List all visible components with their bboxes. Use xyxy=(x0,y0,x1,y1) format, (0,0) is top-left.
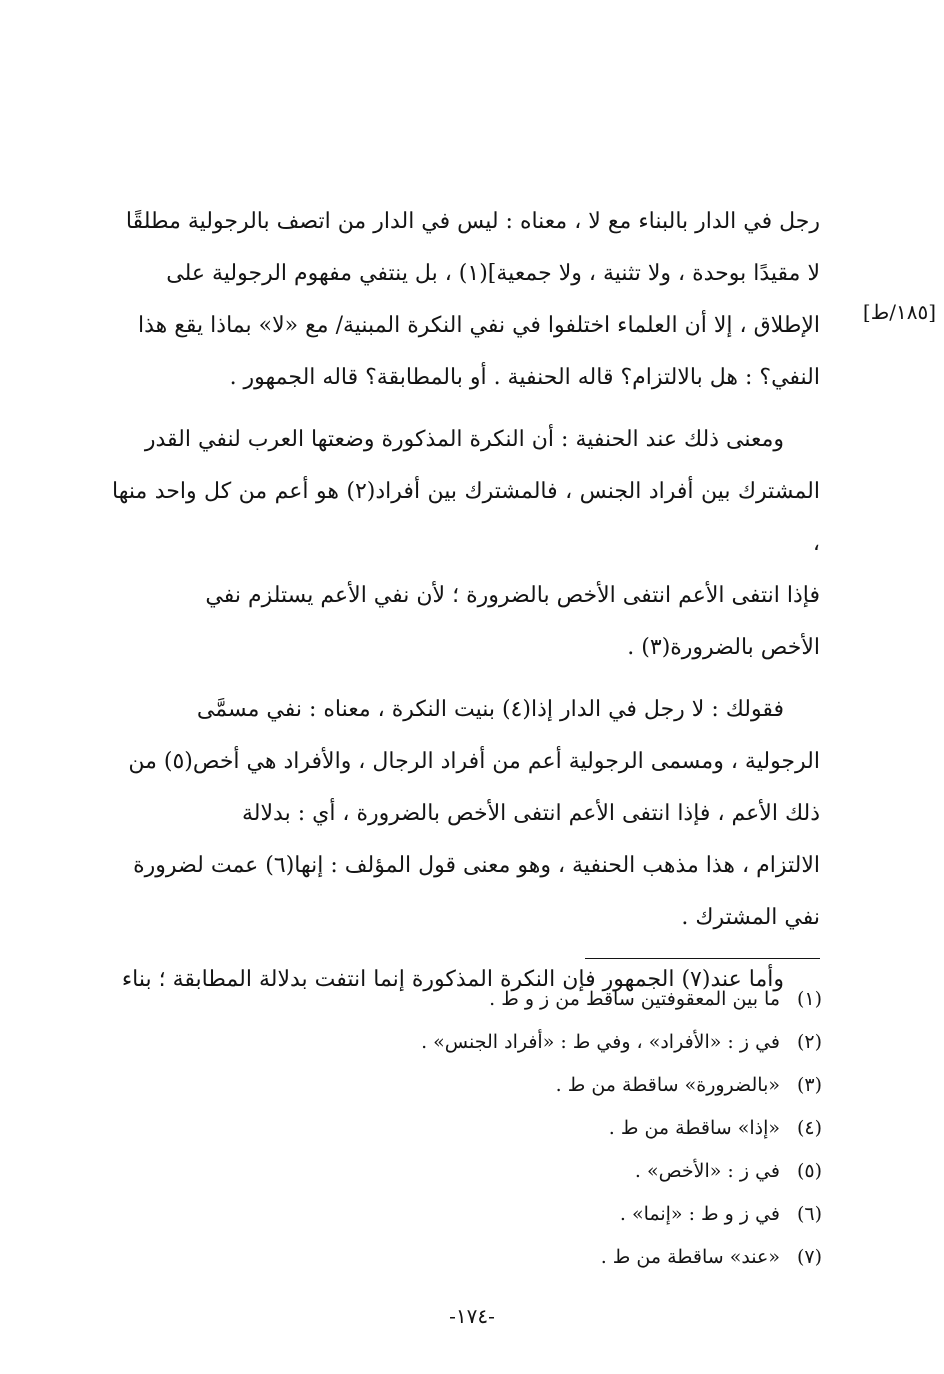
footnote xyxy=(300,1236,822,1279)
footnote-number: (٦) xyxy=(796,1203,822,1225)
text-line: رجل في الدار بالبناء مع لا ، معناه : ليس في الدار من اتصف بالرجولية مطلقًا xyxy=(125,209,820,234)
footnote-number: (٤) xyxy=(796,1117,822,1139)
footnote-number: (٣) xyxy=(796,1074,822,1096)
footnote xyxy=(300,978,822,1021)
footnote-number: (٧) xyxy=(796,1246,822,1268)
footnote-text: «عند» ساقطة من ط . xyxy=(600,1246,780,1268)
text-line: الإطلاق ، إلا أن العلماء اختلفوا في نفي النكرة المبنية/ مع «لا» بماذا يقع هذا xyxy=(137,313,820,338)
margin-page-reference: [١٨٥/ط] xyxy=(862,300,936,324)
text-line: وأما عند(٧) الجمهور فإن النكرة المذكورة إنما انتفت بدلالة المطابقة ؛ بناء xyxy=(121,967,784,992)
paragraph-1 xyxy=(112,196,820,404)
text-line: فقولك : لا رجل في الدار إذا(٤) بنيت النكرة ، معناه : نفي مسمَّى xyxy=(196,697,784,722)
footnote-separator xyxy=(585,958,820,959)
footnote-text: «بالضرورة» ساقطة من ط . xyxy=(555,1074,780,1096)
text-line: الرجولية ، ومسمى الرجولية أعم من أفراد الرجال ، والأفراد هي أخص(٥) من xyxy=(128,749,820,774)
footnote-text: ما بين المعقوفتين ساقط من ز و ط . xyxy=(489,988,780,1010)
footnote-text: في ز : «الأفراد» ، وفي ط : «أفراد الجنس» . xyxy=(421,1031,780,1053)
footnote-number: (٥) xyxy=(796,1160,822,1182)
footnote-number: (٢) xyxy=(796,1031,822,1053)
paragraph-2 xyxy=(112,414,820,674)
text-line: الأخص بالضرورة(٣) . xyxy=(627,635,820,660)
footnote xyxy=(300,1150,822,1193)
text-line: النفي؟ : هل بالالتزام؟ قاله الحنفية . أو بالمطابقة؟ قاله الجمهور . xyxy=(229,365,820,390)
footnote xyxy=(300,1064,822,1107)
footnote-number: (١) xyxy=(796,988,822,1010)
footnote-text: «إذا» ساقطة من ط . xyxy=(608,1117,780,1139)
text-line: المشترك بين أفراد الجنس ، فالمشترك بين أفراد(٢) هو أعم من كل واحد منها ، xyxy=(112,479,820,556)
text-line: فإذا انتفى الأعم انتفى الأخص بالضرورة ؛ لأن نفي الأعم يستلزم نفي xyxy=(205,583,820,608)
footnote xyxy=(300,1021,822,1064)
text-line: لا مقيدًا بوحدة ، ولا تثنية ، ولا جمعية](١) ، بل ينتفي مفهوم الرجولية على xyxy=(166,261,820,286)
text-line: ومعنى ذلك عند الحنفية : أن النكرة المذكورة وضعتها العرب لنفي القدر xyxy=(144,427,784,452)
text-line: نفي المشترك . xyxy=(681,905,820,930)
footnotes xyxy=(300,978,822,1279)
main-text xyxy=(112,196,820,1016)
page-number: -١٧٤- xyxy=(449,1304,495,1328)
text-line: الالتزام ، هذا مذهب الحنفية ، وهو معنى قول المؤلف : إنها(٦) عمت لضرورة xyxy=(133,853,820,878)
footnote-text: في ز و ط : «إنما» . xyxy=(619,1203,780,1225)
footnote-text: في ز : «الأخص» . xyxy=(634,1160,780,1182)
footnote xyxy=(300,1193,822,1236)
paragraph-3 xyxy=(112,684,820,944)
footnote xyxy=(300,1107,822,1150)
text-line: ذلك الأعم ، فإذا انتفى الأعم انتفى الأخص بالضرورة ، أي : بدلالة xyxy=(241,801,820,826)
